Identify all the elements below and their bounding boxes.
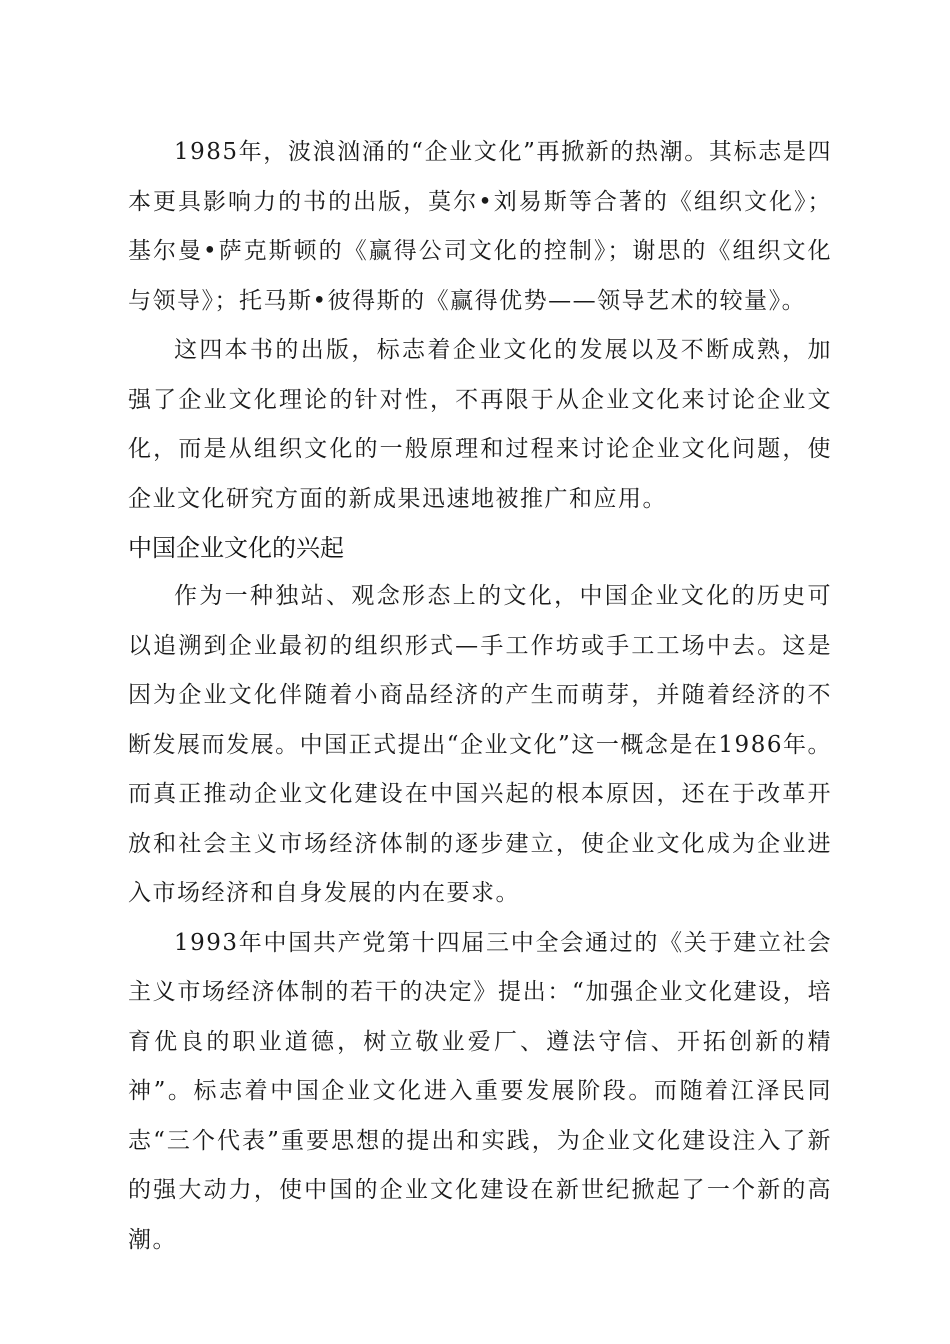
paragraph-1993-decision: 1993年中国共产党第十四届三中全会通过的《关于建立社会主义市场经济体制的若干的决定》提出：“加强企业文化建设，培育优良的职业道德，树立敬业爱厂、遵法守信、开拓创新的精神”。标志着中国企业文化进入重要发展阶段。而随着江泽民同志“三个代表”重要思想的提出和实践，为企业文化建设注入了新的强大动力，使中国的企业文化建设在新世纪掀起了一个新的高潮。 <box>128 929 832 1253</box>
paragraph-chinese-origins: 作为一种独站、观念形态上的文化，中国企业文化的历史可以追溯到企业最初的组织形式—手工作坊或手工工场中去。这是因为企业文化伴随着小商品经济的产生而萌芽，并随着经济的不断发展而发展。中国正式提出“企业文化”这一概念是在1986年。而真正推动企业文化建设在中国兴起的根本原因，还在于改革开放和社会主义市场经济体制的逐步建立，使企业文化成为企业进入市场经济和自身发展的内在要求。 <box>128 583 832 906</box>
paragraph-four-books: 这四本书的出版，标志着企业文化的发展以及不断成熟，加强了企业文化理论的针对性，不再限于从企业文化来讨论企业文化，而是从组织文化的一般原理和过程来讨论企业文化问题，使企业文化研究方面的新成果迅速地被推广和应用。 <box>128 337 832 512</box>
document-body <box>128 128 832 1265</box>
paragraph-1985-wave: 1985年，波浪汹涌的“企业文化”再掀新的热潮。其标志是四本更具影响力的书的出版，莫尔•刘易斯等合著的《组织文化》；基尔曼•萨克斯顿的《赢得公司文化的控制》；谢思的《组织文化与领导》；托马斯•彼得斯的《赢得优势——领导艺术的较量》。 <box>128 139 832 314</box>
section-heading: 中国企业文化的兴起 <box>128 534 344 562</box>
